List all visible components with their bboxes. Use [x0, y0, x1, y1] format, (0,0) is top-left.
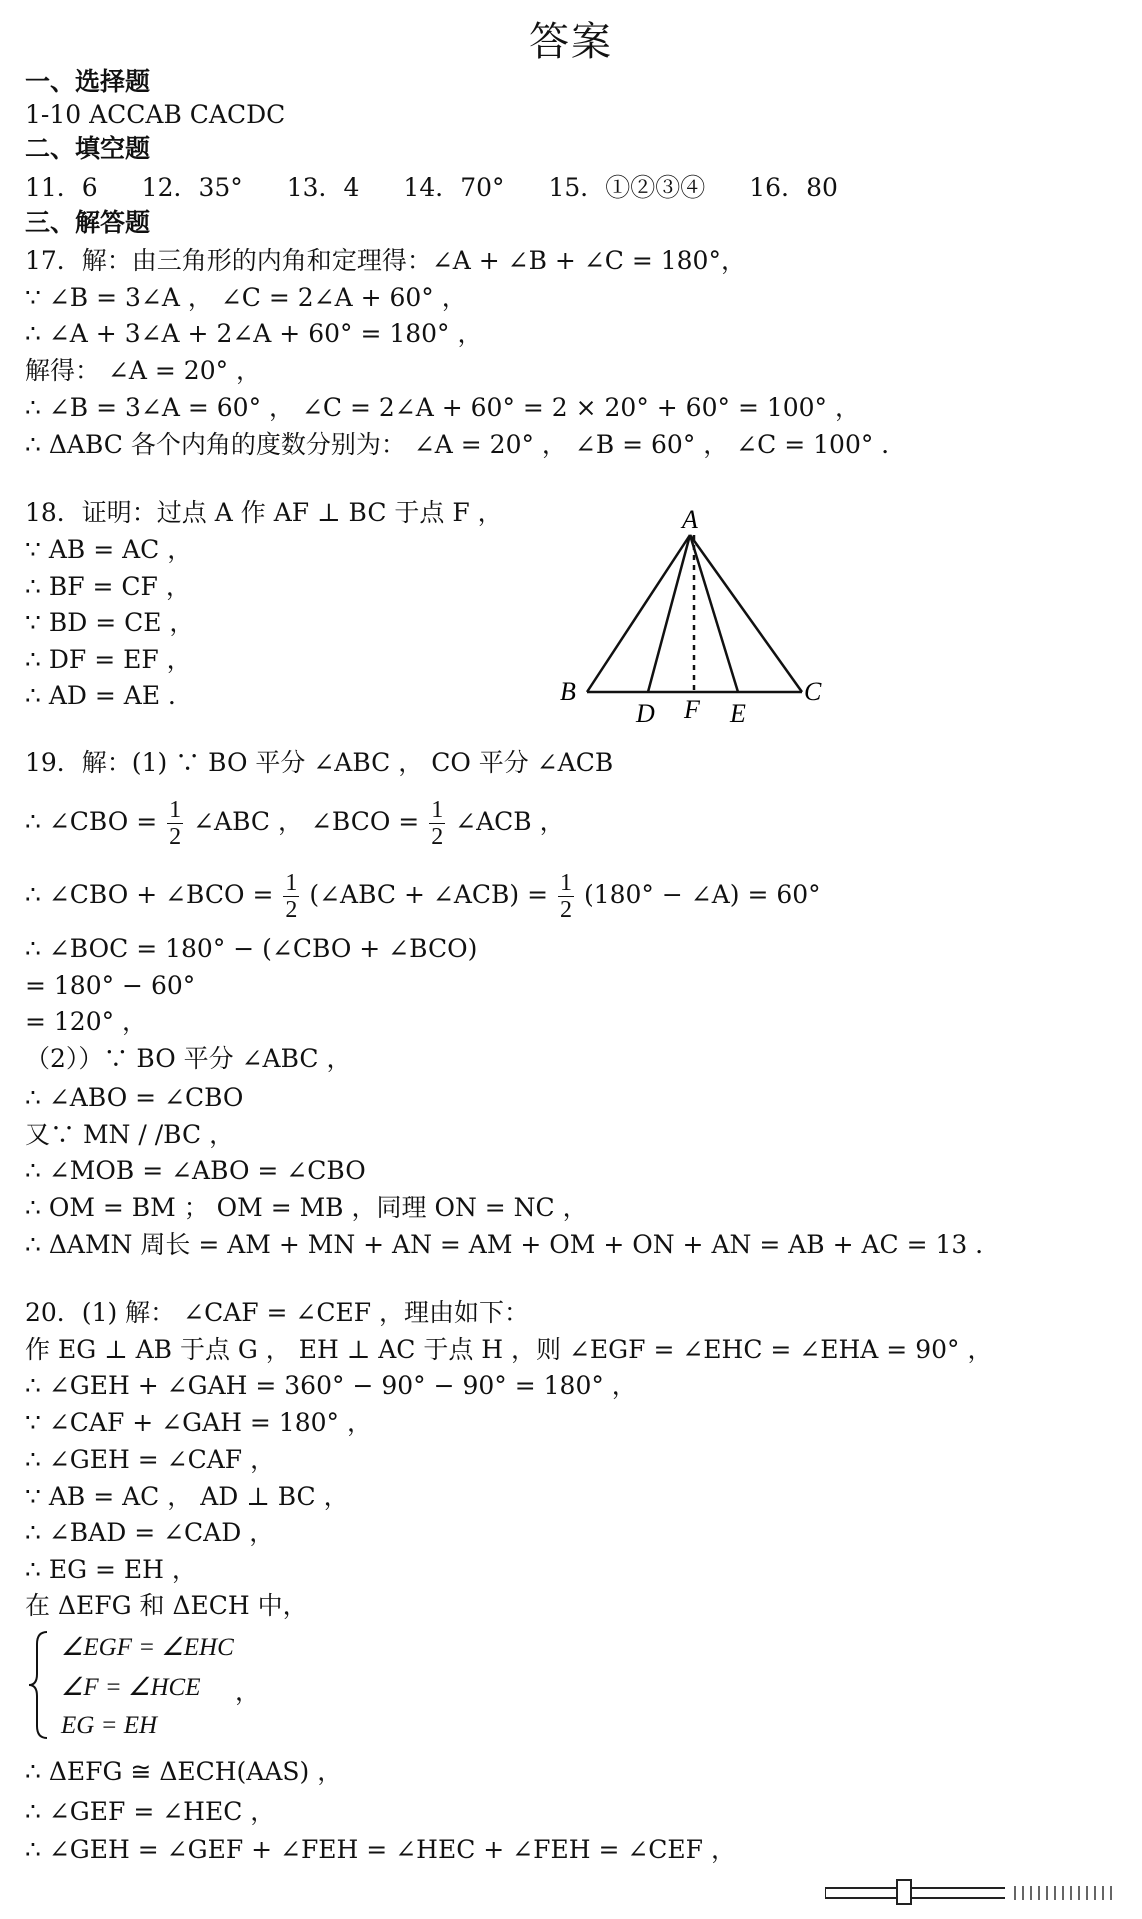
fraction-half: $\frac{1}{2}$: [431, 797, 444, 850]
q20-line: ∵ AB = AC ， AD ⊥ BC ，: [25, 1482, 349, 1511]
q18-line: 18．证明：过点 A 作 AF ⊥ BC 于点 F ，: [25, 498, 503, 527]
q18-line: ∴ BF = CF ，: [25, 572, 191, 601]
section-heading-solve: 三、解答题: [25, 208, 151, 237]
q20-line: 在 ΔEFG 和 ΔECH 中，: [25, 1591, 308, 1620]
page-scroll-indicator[interactable]: [825, 1878, 1125, 1906]
q19-fraction-line: ∴ ∠CBO + ∠BCO = $\frac{1}{2}$ (∠ABC + ∠ACB) = $\frac{1}{2}$ (180° − ∠A) = 60°: [25, 870, 821, 923]
fraction-half: $\frac{1}{2}$: [285, 870, 298, 923]
triangle-figure: [550, 500, 830, 730]
q20-line: ∴ ΔEFG ≅ ΔECH(AAS) ，: [25, 1757, 343, 1786]
q19-line: ∴ ∠MOB = ∠ABO = ∠CBO: [25, 1156, 366, 1185]
q17-line: ∵ ∠B = 3∠A ， ∠C = 2∠A + 60° ，: [25, 283, 467, 312]
q18-line: ∴ AD = AE ．: [25, 681, 194, 710]
figure-label-d: D: [636, 699, 655, 728]
figure-label-f: F: [684, 695, 700, 724]
q17-line: 17．解：由三角形的内角和定理得：∠A + ∠B + ∠C = 180°，: [25, 246, 746, 275]
q19-line: 又∵ MN / /BC ，: [25, 1120, 235, 1149]
choice-answers: 1-10 ACCAB CACDC: [25, 100, 286, 129]
q20-line: ∵ ∠CAF + ∠GAH = 180° ，: [25, 1408, 372, 1437]
q19-line: （2））∵ BO 平分 ∠ABC ，: [25, 1044, 352, 1073]
system-eq-3: EG = EH: [61, 1712, 158, 1739]
section-heading-fill: 二、填空题: [25, 134, 151, 163]
q20-line: 作 EG ⊥ AB 于点 G ， EH ⊥ AC 于点 H ，则 ∠EGF = ∠EHC = ∠EHA = 90° ，: [25, 1335, 993, 1364]
q19-line: ∴ ∠ABO = ∠CBO: [25, 1083, 244, 1112]
q20-line: ∴ EG = EH ，: [25, 1555, 197, 1584]
fill-answer-11: 11．6: [25, 173, 98, 202]
q20-line: ∴ ∠GEH = ∠GEF + ∠FEH = ∠HEC + ∠FEH = ∠CEF ，: [25, 1835, 736, 1864]
section-heading-choice: 一、选择题: [25, 67, 151, 96]
q17-line: ∴ ΔABC 各个内角的度数分别为： ∠A = 20° ， ∠B = 60° ， ∠C = 100° ．: [25, 430, 907, 459]
q17-line: 解得： ∠A = 20° ，: [25, 356, 262, 385]
q19-line: = 120° ，: [25, 1007, 148, 1036]
q19-line: = 180° − 60°: [25, 971, 196, 1000]
figure-label-b: B: [560, 677, 576, 706]
q20-line: ∴ ∠GEF = ∠HEC ，: [25, 1797, 276, 1826]
equation-system: [25, 1628, 261, 1742]
page-title: 答案: [529, 19, 613, 65]
fill-answers: [25, 172, 874, 204]
system-comma: ，: [235, 1679, 261, 1706]
system-eq-1: ∠EGF = ∠EHC: [61, 1634, 234, 1661]
figure-label-e: E: [730, 699, 746, 728]
fill-answer-14: 14．70°: [403, 173, 505, 202]
brace-icon: [25, 1628, 55, 1742]
q20-line: ∴ ∠GEH + ∠GAH = 360° − 90° − 90° = 180° ，: [25, 1371, 637, 1400]
q20-line: 20．(1) 解： ∠CAF = ∠CEF ，理由如下：: [25, 1298, 530, 1327]
fill-answer-16: 16．80: [749, 173, 838, 202]
q17-line: ∴ ∠B = 3∠A = 60° ， ∠C = 2∠A + 60° = 2 × 20° + 60° = 100° ，: [25, 393, 860, 422]
system-eq-2: ∠F = ∠HCE: [61, 1674, 201, 1701]
fraction-half: $\frac{1}{2}$: [559, 870, 572, 923]
q19-line: ∴ ∠BOC = 180° − (∠CBO + ∠BCO): [25, 934, 478, 963]
fill-answer-12: 12．35°: [141, 173, 243, 202]
q18-line: ∵ BD = CE ，: [25, 608, 195, 637]
q20-line: ∴ ∠BAD = ∠CAD ，: [25, 1518, 275, 1547]
q18-line: ∵ AB = AC ，: [25, 535, 193, 564]
fraction-half: $\frac{1}{2}$: [169, 797, 182, 850]
q19-line: 19．解：(1) ∵ BO 平分 ∠ABC ， CO 平分 ∠ACB: [25, 748, 614, 777]
q18-line: ∴ DF = EF ，: [25, 645, 192, 674]
fill-answer-15: 15．①②③④: [548, 173, 706, 202]
q20-line: ∴ ∠GEH = ∠CAF ，: [25, 1445, 276, 1474]
q17-line: ∴ ∠A + 3∠A + 2∠A + 60° = 180° ，: [25, 319, 483, 348]
q19-fraction-line: ∴ ∠CBO = $\frac{1}{2}$ ∠ABC ， ∠BCO = $\frac{1}{2}$ ∠ACB ，: [25, 797, 565, 850]
fill-answer-13: 13．4: [286, 173, 360, 202]
q19-line: ∴ OM = BM ； OM = MB ，同理 ON = NC ，: [25, 1193, 588, 1222]
q19-line: ∴ ΔAMN 周长 = AM + MN + AN = AM + OM + ON + AN = AB + AC = 13 ．: [25, 1230, 1001, 1259]
figure-label-c: C: [804, 677, 822, 706]
figure-label-a: A: [682, 505, 698, 534]
